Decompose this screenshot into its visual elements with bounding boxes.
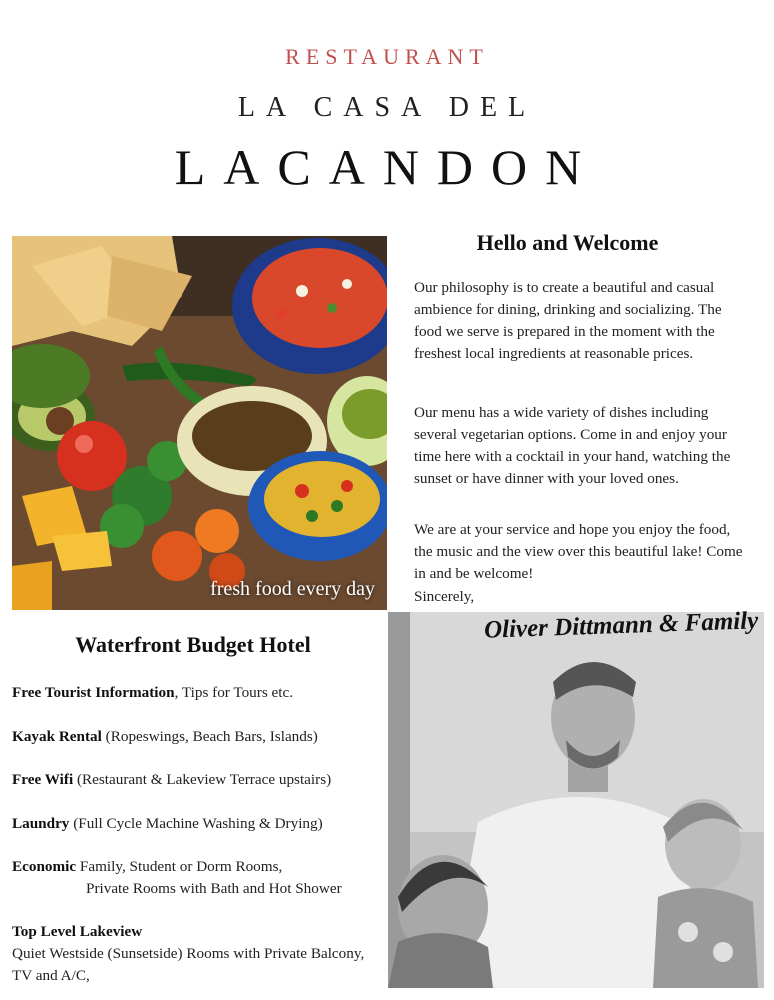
hotel-item-lakeview [12, 921, 382, 943]
family-photo [388, 612, 764, 988]
hotel-item-text: (Full Cycle Machine Washing & Drying) [69, 815, 323, 832]
restaurant-label: RESTAURANT [285, 44, 489, 69]
restaurant-title-line2: LACANDON [174, 139, 600, 195]
hotel-item-title: Laundry [12, 815, 70, 832]
food-photo-caption: fresh food every day [210, 578, 375, 600]
hotel-item-text: , Tips for Tours etc. [174, 684, 294, 701]
welcome-paragraph-3: We are at your service and hope you enjoy the food, the music and the view over this beautiful lake! Come in and be welcome! [414, 521, 743, 582]
hotel-item-tourist-info [12, 682, 382, 704]
hotel-item-text: Quiet Westside (Sunsetside) Rooms with Private Balcony, TV and A/C, [12, 945, 365, 984]
hotel-item-title: Free Tourist Information [12, 684, 175, 701]
hotel-item-wifi [12, 769, 382, 791]
hotel-heading: Waterfront Budget Hotel [75, 632, 311, 657]
hotel-item-text: (Restaurant & Lakeview Terrace upstairs) [73, 771, 332, 788]
food-illustration [12, 236, 387, 610]
signature: Oliver Dittmann & Family [483, 607, 759, 644]
hotel-item-economic-cont [86, 878, 386, 900]
restaurant-title-line1: LA CASA DEL [237, 92, 537, 123]
hotel-item-title: Economic [12, 858, 77, 875]
hotel-item-economic [12, 856, 382, 878]
hotel-item-text: Private Rooms with Bath and Hot Shower [86, 880, 342, 897]
hotel-item-laundry [12, 813, 382, 835]
hotel-item-title: Kayak Rental [12, 728, 102, 745]
hotel-item-text: Family, Student or Dorm Rooms, [76, 858, 283, 875]
hotel-item-title: Top Level Lakeview [12, 923, 143, 940]
welcome-heading: Hello and Welcome [476, 230, 659, 255]
hotel-item-kayak [12, 726, 382, 748]
closing-text: Sincerely, [414, 588, 475, 605]
hotel-item-lakeview-desc [12, 943, 382, 987]
food-photo [12, 236, 387, 610]
family-illustration [388, 612, 764, 988]
hotel-item-text: (Ropeswings, Beach Bars, Islands) [101, 728, 318, 745]
hotel-item-title: Free Wifi [12, 771, 74, 788]
welcome-paragraph-1: Our philosophy is to create a beautiful and casual ambience for dining, drinking and socializing. The food we serve is prepared in the moment with the freshest local ingredients at reasonable prices. [414, 279, 722, 362]
welcome-paragraph-2: Our menu has a wide variety of dishes including several vegetarian options. Come in and enjoy your time here with a cocktail in your hand, watching the sunset or have dinner with your loved ones. [414, 404, 731, 487]
